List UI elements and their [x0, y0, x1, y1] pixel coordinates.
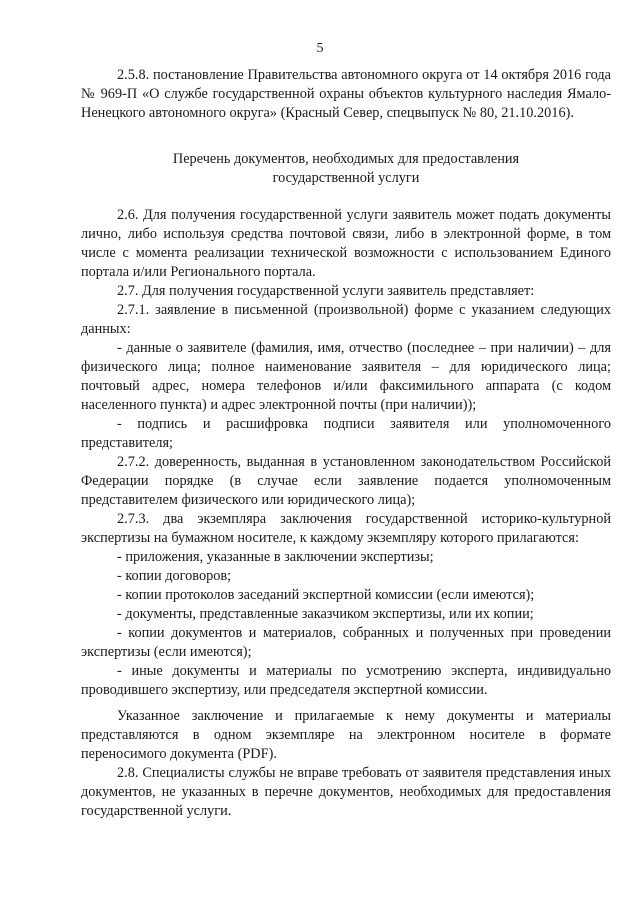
list-item-contracts: - копии договоров;	[117, 568, 232, 584]
paragraph-2-7-3: 2.7.3. два экземпляра заключения государственной историко-культурной экспертизы на бумажном носителе, к каждому экземпляру которого прилагаются:	[81, 511, 611, 546]
list-item-materials: - копии документов и материалов, собранных и полученных при проведении экспертизы (если имеются);	[81, 625, 611, 660]
paragraph-2-8: 2.8. Специалисты службы не вправе требовать от заявителя представления иных документов, не указанных в перечне документов, необходимых для предоставления государственной услуги.	[81, 765, 611, 819]
paragraph-2-7-2: 2.7.2. доверенность, выданная в установленном законодательством Российской Федерации порядке (в случае если заявление подается уполномоченным представителем физического или юридического лица);	[81, 454, 611, 508]
list-item-attachments: - приложения, указанные в заключении экспертизы;	[117, 549, 434, 565]
heading-line-2: государственной услуги	[272, 170, 420, 186]
paragraph-2-7-1: 2.7.1. заявление в письменной (произвольной) форме с указанием следующих данных:	[81, 302, 611, 337]
list-item-customer-docs: - документы, представленные заказчиком экспертизы, или их копии;	[117, 606, 534, 622]
list-item-protocols: - копии протоколов заседаний экспертной комиссии (если имеются);	[117, 587, 535, 603]
paragraph-2-5-8: 2.5.8. постановление Правительства автономного округа от 14 октября 2016 года № 969-П «О службе государственной охраны объектов культурного наследия Ямало-Ненецкого автономного округа» (Красный Север, спецвыпуск № 80, 21.10.2016).	[81, 67, 611, 121]
list-item-other: - иные документы и материалы по усмотрению эксперта, индивидуально проводившего экспертизу, или председателя экспертной комиссии.	[81, 663, 611, 698]
list-item-signature: - подпись и расшифровка подписи заявителя или уполномоченного представителя;	[81, 416, 611, 451]
paragraph-2-6: 2.6. Для получения государственной услуги заявитель может подать документы лично, либо используя средства почтовой связи, либо в электронной форме, в том числе с момента реализации технической возможности с использованием Единого портала и/или Регионального портала.	[81, 207, 611, 280]
page-number: 5	[316, 41, 324, 56]
section-heading	[81, 150, 611, 188]
list-item-applicant-data: - данные о заявителе (фамилия, имя, отчество (последнее – при наличии) – для физического лица; полное наименование заявителя – для юридического лица; почтовый адрес, номера телефонов и/или факсимильного аппарата (с кодом населенного пункта) и адрес электронной почты (при наличии));	[81, 340, 611, 413]
paragraph-electronic-copy: Указанное заключение и прилагаемые к нему документы и материалы представляются в одном экземпляре на электронном носителе в формате переносимого документа (PDF).	[81, 708, 611, 762]
paragraph-2-7: 2.7. Для получения государственной услуги заявитель представляет:	[117, 283, 535, 299]
heading-line-1: Перечень документов, необходимых для предоставления	[172, 151, 520, 167]
main-text	[81, 206, 611, 821]
